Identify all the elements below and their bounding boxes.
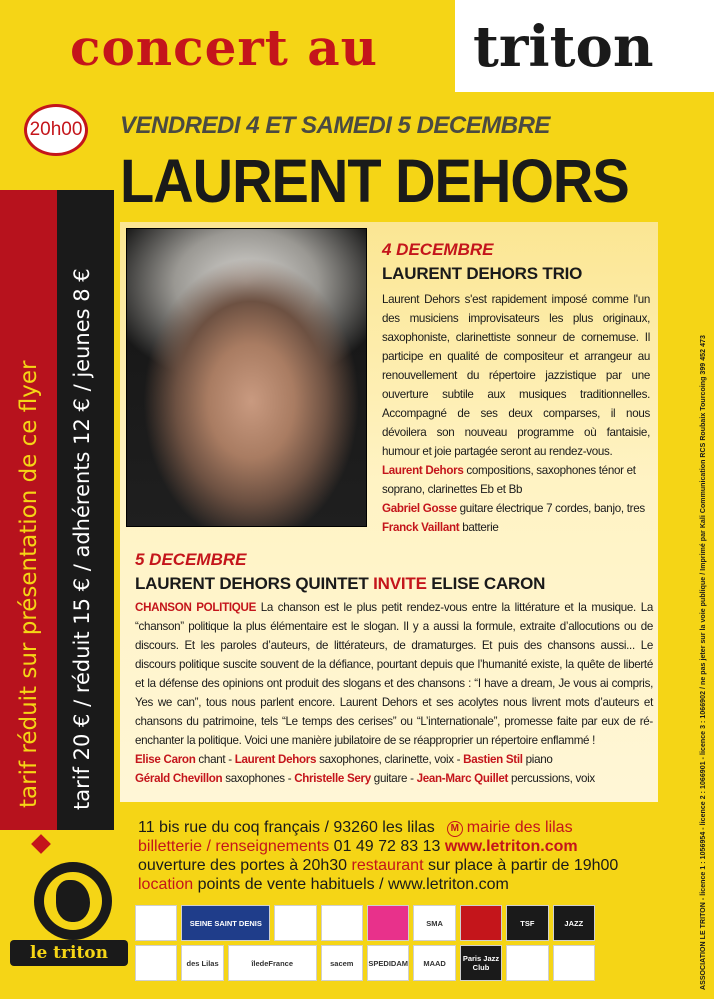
- section1-body: Laurent Dehors s'est rapidement imposé comme l'un des musiciens improvisateurs les plus originaux, saxophoniste, clarinettiste sonneur de cornemuse. Il participe en qualité de compositeur et arrangeur au renouvellement du répertoire jazzistique par une ouverture subtile aux musiques traditionnelles. Accompagné de ses deux comparses, il nous dévoilera son nouveau programme où fantaisie, humour et joie partagée seront au rendez-vous.: [382, 293, 650, 458]
- credit-name: Jean-Marc Quillet: [416, 772, 509, 785]
- info-line-billetterie: [138, 837, 658, 856]
- sponsor-logo: JAZZ: [553, 905, 595, 941]
- credit-role: saxophones -: [222, 772, 295, 785]
- credit-role: piano: [522, 753, 553, 766]
- triton-logo-word: [10, 940, 128, 966]
- credit-name: Gérald Chevillon: [135, 772, 223, 785]
- section1-date: 4 DECEMBRE: [382, 240, 494, 259]
- section2-credits-line2: [135, 769, 653, 788]
- header-right: [455, 0, 714, 92]
- sponsor-logo: [135, 945, 177, 981]
- credit-role: chant -: [195, 753, 235, 766]
- sponsor-logo: [553, 945, 595, 981]
- sponsor-logo: TSF: [506, 905, 548, 941]
- metro-icon: M: [447, 821, 463, 837]
- credit-name: Laurent Dehors: [382, 464, 464, 477]
- sponsor-logo: [274, 905, 316, 941]
- credit-role: compositions, saxophones ténor et soprano, clarinettes Eb et Bb: [382, 464, 636, 496]
- doors-text: ouverture des portes à 20h30: [138, 857, 352, 874]
- section-4-december: [382, 240, 650, 537]
- credit-role: percussions, voix: [508, 772, 595, 785]
- section1-credit: [382, 518, 650, 537]
- diamond-icon: [31, 834, 51, 854]
- prices-text: tarif 20 € / réduit 15 € / adhérents 12 € / jeunes 8 €: [70, 268, 94, 810]
- header-concert-text: concert au: [70, 18, 378, 77]
- credit-name: Gabriel Gosse: [382, 502, 457, 515]
- phone-number: 01 49 72 83 13: [329, 838, 445, 855]
- address-text: 11 bis rue du coq français / 93260 les lilas: [138, 819, 435, 836]
- sponsor-logo: [135, 905, 177, 941]
- logo-text: le triton: [29, 943, 108, 963]
- sponsor-logo: îledeFrance: [228, 945, 317, 981]
- sponsor-logo: MAAD: [413, 945, 455, 981]
- credit-name: Laurent Dehors: [234, 753, 317, 766]
- section1-credit: [382, 499, 650, 518]
- section2-title-a: LAURENT DEHORS QUINTET: [135, 574, 374, 593]
- location-label: location: [138, 876, 194, 893]
- reduced-rate-text: tarif réduit sur présentation de ce flyer: [16, 360, 42, 808]
- section2-title-invite: INVITE: [373, 574, 427, 593]
- restaurant-label: restaurant: [351, 857, 424, 874]
- sponsor-logos: [135, 905, 595, 985]
- sponsor-logo: Paris Jazz Club: [460, 945, 502, 981]
- venue-info: [138, 818, 658, 894]
- section2-body: [135, 598, 653, 750]
- header-left: [0, 0, 455, 92]
- section-5-december: [135, 550, 653, 788]
- credit-name: Franck Vaillant: [382, 521, 460, 534]
- section2-title: [135, 574, 653, 594]
- event-dates: VENDREDI 4 ET SAMEDI 5 DECEMBRE: [120, 112, 550, 139]
- credit-role: batterie: [459, 521, 499, 534]
- artist-title: LAURENT DEHORS: [120, 146, 629, 216]
- section2-date: 5 DECEMBRE: [135, 550, 247, 569]
- credit-role: saxophones, clarinette, voix -: [316, 753, 464, 766]
- sponsor-logo: [367, 905, 409, 941]
- sponsor-logo: sacem: [321, 945, 363, 981]
- credit-role: guitare électrique 7 cordes, banjo, tres: [456, 502, 645, 515]
- section2-keyword: CHANSON POLITIQUE: [135, 601, 257, 614]
- section2-credits-line1: [135, 750, 653, 769]
- sponsor-logo: des Lilas: [181, 945, 223, 981]
- credit-name: Bastien Stil: [463, 753, 523, 766]
- info-line-address: [138, 818, 658, 837]
- metro-station: mairie des lilas: [466, 819, 573, 836]
- sponsor-logo: [460, 905, 502, 941]
- sponsor-logo: SEINE SAINT DENIS: [181, 905, 270, 941]
- section2-body-text: La chanson est le plus petit rendez-vous entre la littérature et la musique. La “chanson” politique la plus élémentaire est le slogan. Il y a aussi la formule, extraite d’allocutions ou de discours. Et les paroles d’auteurs, de littérateurs, de dramaturges. Et puis des chansons aussi... Le discours politique suscite souvent de la défiance, pourtant depuis que l’humanité existe, la quête de liberté et la défense des opinions ont produit des slogans et des chansons : “I have a dream, Je vous ai compris, Yes we can”, tous nous parlent encore. Laurent Dehors et ses acolytes nous livrent mots d’auteurs et chansons du patrimoine, tels “Le temps des cerises” ou “L’internationale”, promesse faite par eux de ré-enchanter la politique. Voici une manière jubilatoire de se réapproprier un répertoire enflammé !: [135, 601, 653, 747]
- credit-name: Elise Caron: [135, 753, 196, 766]
- credit-name: Christelle Sery: [294, 772, 371, 785]
- header-triton-text: triton: [473, 14, 654, 80]
- triton-logo-icon: [34, 862, 112, 940]
- sponsor-logo: SMA: [413, 905, 455, 941]
- credit-role: guitare -: [370, 772, 417, 785]
- artist-photo: [126, 228, 367, 527]
- website-link[interactable]: www.letriton.com: [444, 838, 578, 855]
- sponsor-logo: [506, 945, 548, 981]
- legal-text: ASSOCIATION LE TRITON - licence 1 : 1056954 - licence 2 : 1066901 - licence 3 : 1066902 / ne pas jeter sur la voie publique / Imprimé par Kali Communication RCS Roubaix Tourcoing 399 452 473: [700, 335, 707, 990]
- info-line-location: [138, 875, 658, 894]
- sponsor-logo: [321, 905, 363, 941]
- info-line-doors: [138, 856, 658, 875]
- restaurant-text: sur place à partir de 19h00: [423, 857, 619, 874]
- billetterie-label: billetterie / renseignements: [138, 838, 330, 855]
- location-text: points de vente habituels / www.letriton.com: [193, 876, 509, 893]
- section1-title: LAURENT DEHORS TRIO: [382, 264, 583, 283]
- sponsor-logo: SPEDIDAM: [367, 945, 409, 981]
- time-badge: [24, 104, 88, 156]
- time-badge-label: 20h00: [29, 119, 83, 140]
- section2-title-c: ELISE CARON: [426, 574, 546, 593]
- section1-credit: [382, 461, 650, 499]
